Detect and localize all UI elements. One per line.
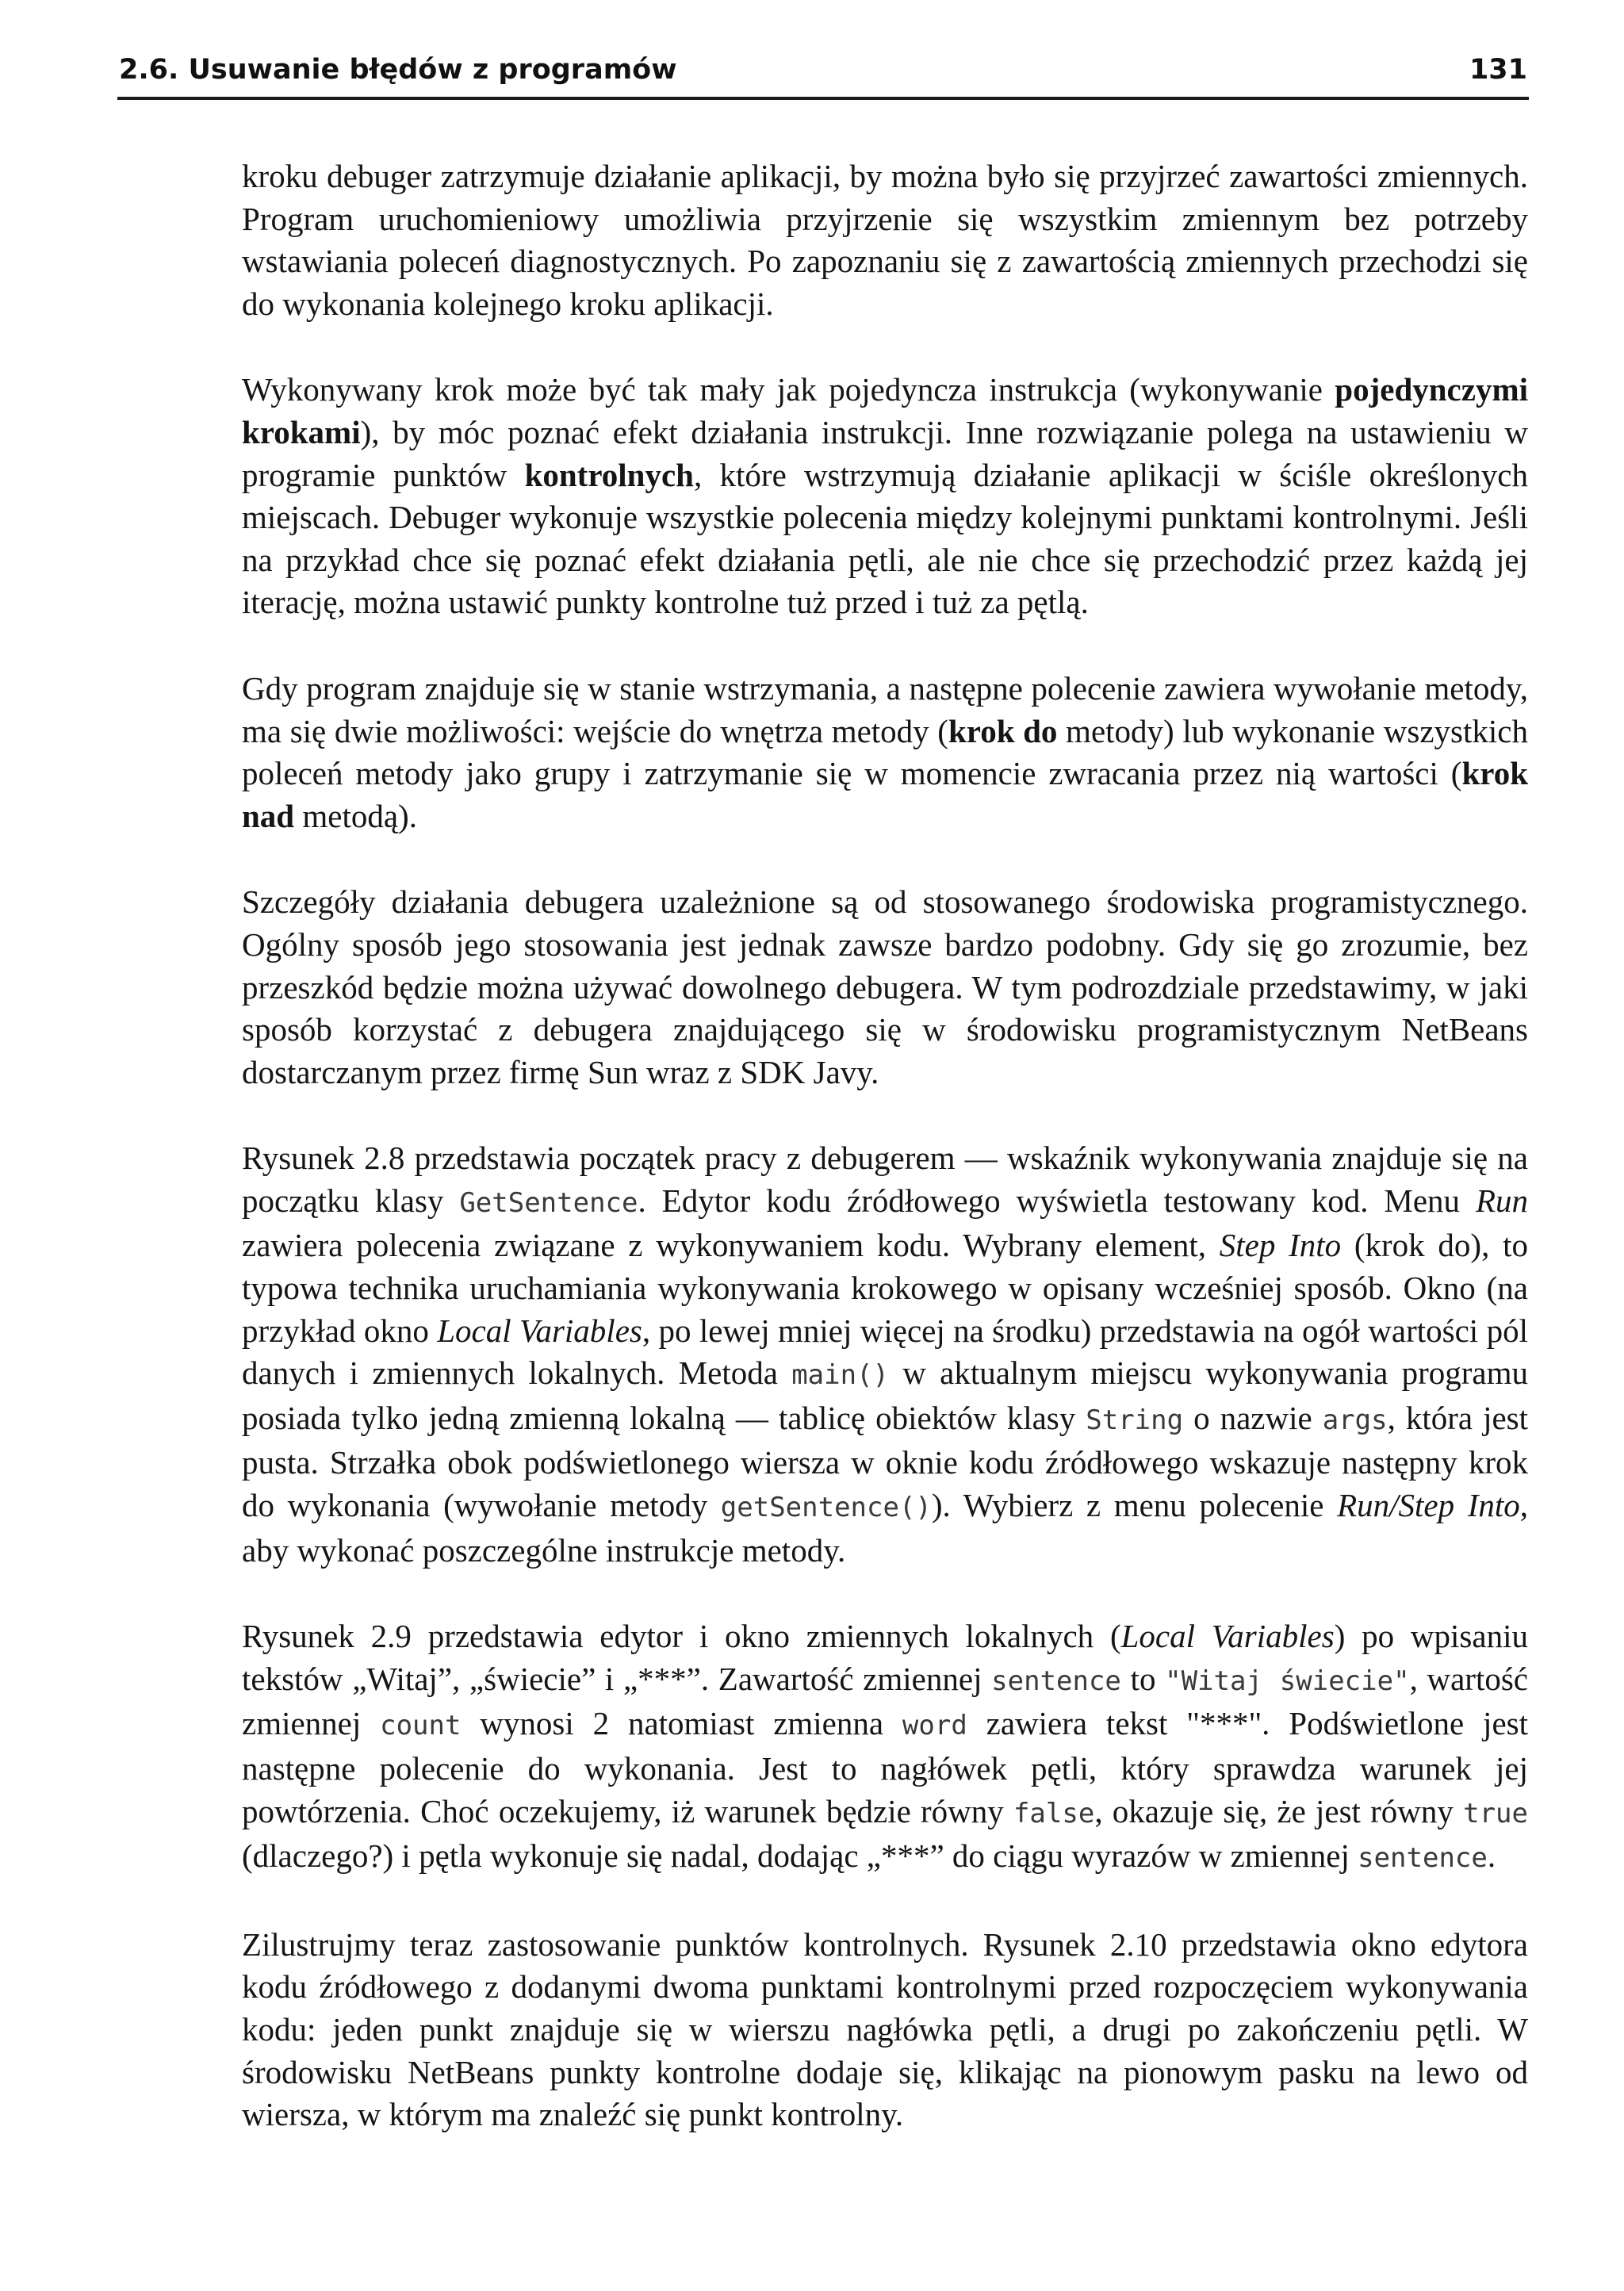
text-run: , wartość zmiennej <box>242 1660 1528 1742</box>
text-run: Szczegóły działania debugera uzależnione są od stosowanego środowiska programistycznego. Ogólny sposób jego stosowania jest jednak zawsze bardzo podobny. Gdy się go zrozumie, bez przeszkód będzie można używać dowolnego debugera. W tym podrozdziale przedstawimy, w jaki sposób korzystać z debugera znajdującego się w środowisku programistycznym NetBeans dostarczanym przez firmę Sun wraz z SDK Javy. <box>242 883 1528 1090</box>
section-title: 2.6. Usuwanie błędów z programów <box>119 54 677 86</box>
paragraph-6 <box>242 1615 1528 1880</box>
paragraph-4 <box>242 881 1528 1094</box>
code-term: false <box>1013 1797 1095 1829</box>
text-run: Gdy program znajduje się w stanie wstrzymania, a następne polecenie zawiera wywołanie metody, ma się dwie możliwości: wejście do wnętrza metody ( <box>242 669 1528 749</box>
page-number: 131 <box>1469 54 1527 86</box>
text-run: zawiera polecenia związane z wykonywaniem kodu. Wybrany element, <box>242 1227 1220 1264</box>
text-run: metody) lub wykonanie wszystkich poleceń metody jako grupy i zatrzymanie się w momencie zwracania przez nią wartości ( <box>242 712 1528 792</box>
text-run: Zilustrujmy teraz zastosowanie punktów kontrolnych. Rysunek 2.10 przedstawia okno edytora kodu źródłowego z dodanymi dwoma punktami kontrolnymi przed rozpoczęciem wykonywania kodu: jeden punkt znajduje się w wierszu nagłówka pętli, a drugi po zakończeniu pętli. W środowisku NetBeans punkty kontrolne dodaje się, klikając na pionowym pasku na lewo od wiersza, w którym ma znaleźć się punkt kontrolny. <box>242 1925 1528 2133</box>
code-term: sentence <box>991 1665 1121 1697</box>
text-run: , która jest pusta. Strzałka obok podświetlonego wiersza w oknie kodu źródłowego wskazuje następny krok do wykonania (wywołanie metody <box>242 1399 1529 1524</box>
text-run: zawiera tekst "***". Podświetlone jest następne polecenie do wykonania. Jest to nagłówek pętli, który sprawdza warunek jej powtórzenia. Choć oczekujemy, iż warunek będzie równy <box>242 1705 1528 1829</box>
text-run: to <box>1120 1660 1166 1697</box>
text-run: , aby wykonać poszczególne instrukcje metody. <box>242 1487 1528 1569</box>
code-term: sentence <box>1358 1842 1488 1875</box>
italic-term: Run/Step Into <box>1337 1487 1520 1524</box>
text-run: . Edytor kodu źródłowego wyświetla testowany kod. Menu <box>638 1182 1476 1219</box>
code-term: args <box>1322 1404 1388 1436</box>
text-run: wynosi 2 natomiast zmienna <box>461 1705 902 1742</box>
italic-term: Local Variables <box>437 1312 642 1349</box>
text-run: Rysunek 2.8 przedstawia początek pracy z debugerem — wskaźnik wykonywania znajduje się na początku klasy <box>242 1140 1528 1219</box>
code-term: GetSentence <box>459 1186 638 1219</box>
text-run: Wykonywany krok może być tak mały jak pojedyncza instrukcja (wykonywanie <box>242 371 1335 408</box>
bold-term: krok nad <box>242 755 1528 834</box>
text-run: ). Wybierz z menu polecenie <box>931 1487 1338 1524</box>
text-run: , po lewej mniej więcej na środku) przedstawia na ogół wartości pól danych i zmiennych lokalnych. Metoda <box>242 1312 1528 1392</box>
bold-term: pojedynczymi krokami <box>242 371 1528 450</box>
code-term: word <box>902 1710 967 1742</box>
code-term: main() <box>791 1359 890 1392</box>
running-head <box>117 49 1529 100</box>
paragraph-2 <box>242 369 1528 624</box>
text-run: Rysunek 2.9 przedstawia edytor i okno zmiennych lokalnych ( <box>242 1618 1121 1655</box>
italic-term: Run <box>1475 1182 1528 1219</box>
text-run: w aktualnym miejscu wykonywania programu posiada tylko jedną zmienną lokalną — tablicę obiektów klasy <box>242 1354 1528 1436</box>
text-run: kroku debuger zatrzymuje działanie aplikacji, by można było się przyjrzeć zawartości zmiennych. Program uruchomieniowy umożliwia przyjrzenie się wszystkim zmiennym bez potrzeby wstawiania poleceń diagnostycznych. Po zapoznaniu się z zawartością zmiennych przechodzi się do wykonania kolejnego kroku aplikacji. <box>242 158 1528 322</box>
bold-term: krok do <box>948 712 1058 749</box>
code-term: count <box>380 1710 462 1742</box>
text-run: ) po wpisaniu tekstów „Witaj”, „świecie” i „***”. Zawartość zmiennej <box>242 1618 1528 1697</box>
text-run: . <box>1487 1837 1496 1875</box>
text-run: , które wstrzymują działanie aplikacji w ściśle określonych miejscach. Debuger wykonuje wszystkie polecenia między kolejnymi punktami kontrolnymi. Jeśli na przykład chce się poznać efekt działania pętli, ale nie chce się przechodzić przez każdą jej iterację, można ustawić punkty kontrolne tuż przed i tuż za pętlą. <box>242 456 1528 621</box>
text-run: ), by móc poznać efekt działania instrukcji. Inne rozwiązanie polega na ustawieniu w programie punktów <box>242 413 1528 493</box>
paragraph-7 <box>242 1924 1528 2136</box>
bold-term: kontrolnych <box>524 456 694 493</box>
text-run: , okazuje się, że jest równy <box>1094 1792 1464 1829</box>
code-term: "Witaj świecie" <box>1165 1665 1410 1697</box>
text-run: (dlaczego?) i pętla wykonuje się nadal, dodając „***” do ciągu wyrazów w zmiennej <box>242 1837 1358 1875</box>
text-run: (krok do), to typowa technika uruchamiania wykonywania krokowego w opisany wcześniej sposób. Okno (na przykład okno <box>242 1227 1528 1349</box>
code-term: true <box>1463 1797 1528 1829</box>
code-term: getSentence() <box>720 1492 932 1524</box>
text-run: metodą). <box>294 797 417 834</box>
italic-term: Local Variables <box>1120 1618 1335 1655</box>
body-text <box>242 155 1528 2136</box>
paragraph-5 <box>242 1137 1528 1572</box>
code-term: String <box>1086 1404 1184 1436</box>
text-run: o nazwie <box>1183 1399 1323 1436</box>
italic-term: Step Into <box>1219 1227 1342 1264</box>
paragraph-3 <box>242 668 1528 837</box>
paragraph-1 <box>242 155 1528 325</box>
